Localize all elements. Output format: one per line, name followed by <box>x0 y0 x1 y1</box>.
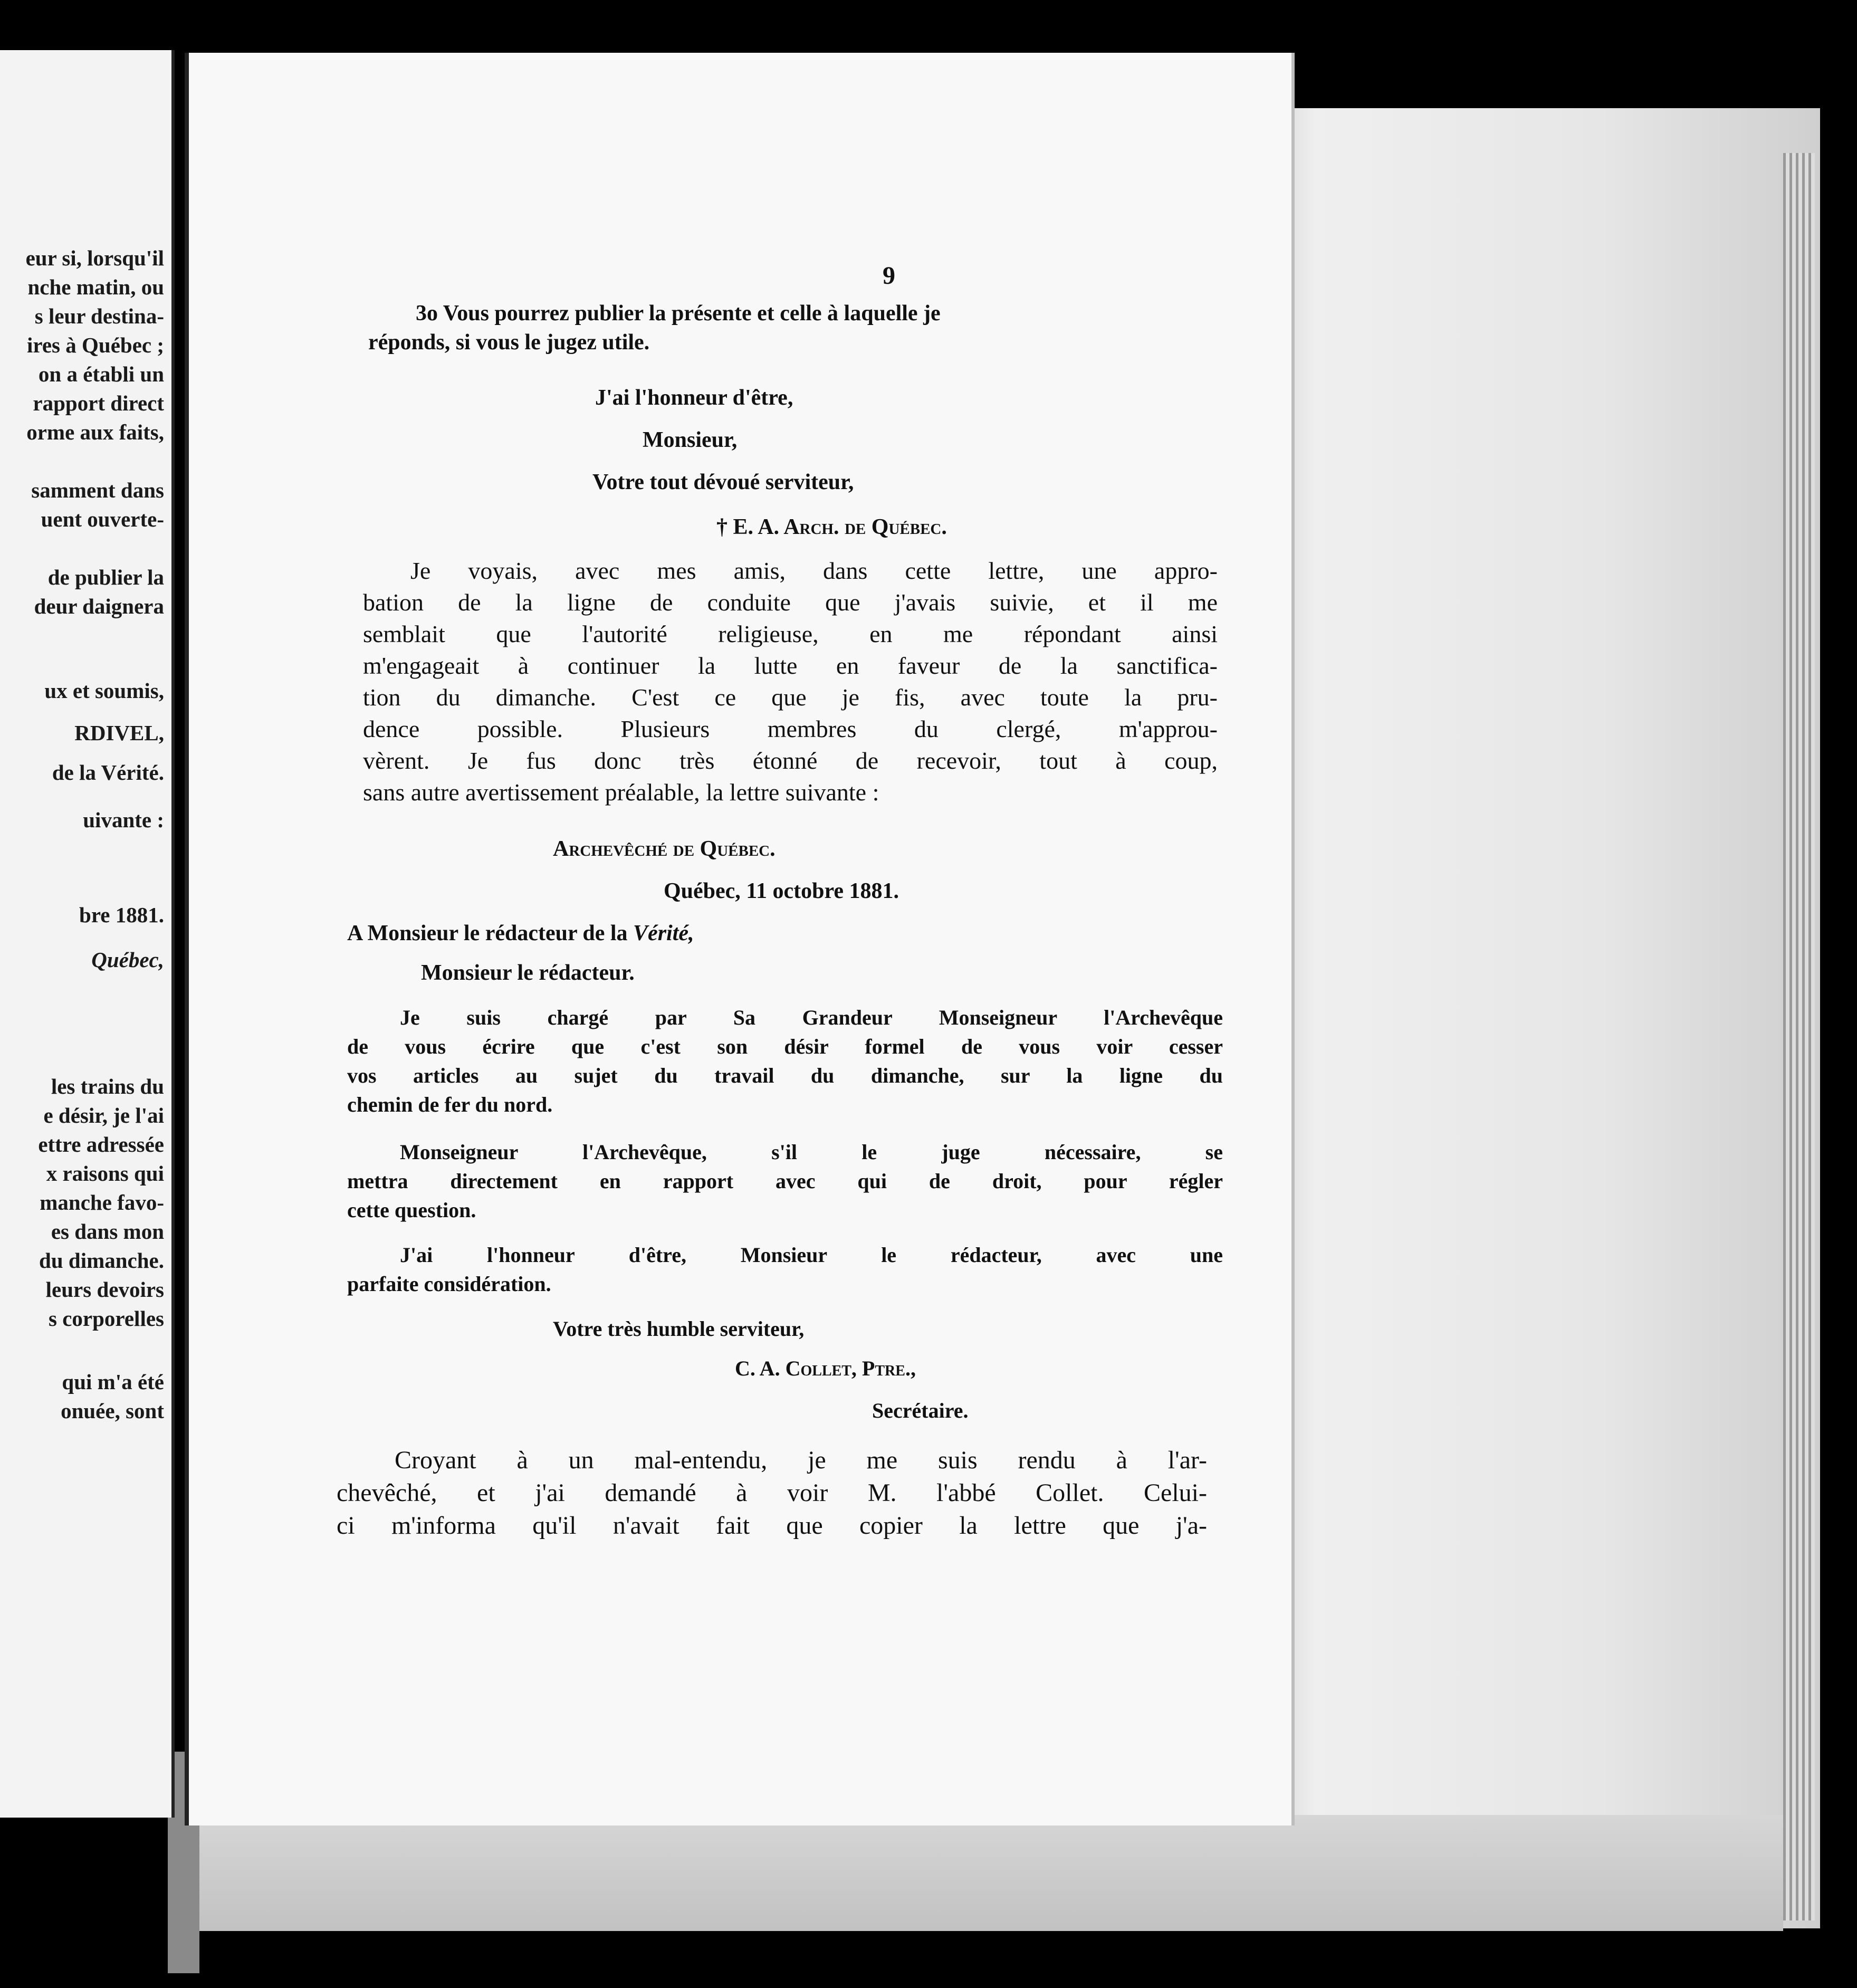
letter-line: mettra directement en rapport avec qui de droit, pour régler <box>347 1169 1223 1193</box>
body-line: 3o Vous pourrez publier la présente et celle à laquelle je <box>416 301 941 326</box>
letter-closing: Votre très humble serviteur, <box>553 1317 805 1341</box>
letter-line: parfaite considération. <box>347 1272 551 1296</box>
left-line: de publier la <box>47 565 164 589</box>
left-line: es dans mon <box>51 1219 164 1244</box>
left-line: leurs devoirs <box>45 1277 164 1302</box>
left-line: orme aux faits, <box>26 420 164 444</box>
body-line: ci m'informa qu'il n'avait fait que copier la lettre que j'a- <box>337 1512 1207 1540</box>
letter-heading: Archevêché de Québec. <box>553 837 776 861</box>
letter-line: de vous écrire que c'est son désir formel de vous voir cesser <box>347 1035 1223 1058</box>
left-line: rapport direct <box>33 391 164 415</box>
body-line: Croyant à un mal-entendu, je me suis rendu à l'ar- <box>395 1446 1207 1474</box>
body-line: sans autre avertissement préalable, la lettre suivante : <box>363 779 879 806</box>
signature-archbishop: † E. A. Arch. de Québec. <box>716 515 947 539</box>
left-line: on a établi un <box>38 362 164 386</box>
letter-line: J'ai l'honneur d'être, Monsieur le rédacteur, avec une <box>400 1243 1223 1267</box>
left-line: du dimanche. <box>39 1248 164 1273</box>
letter-address: A Monsieur le rédacteur de la Vérité, <box>347 921 694 945</box>
body-line: vèrent. Je fus donc très étonné de recevoir, tout à coup, <box>363 747 1218 774</box>
letter-line: vos articles au sujet du travail du dimanche, sur la ligne du <box>347 1064 1223 1087</box>
left-line: samment dans <box>31 478 164 502</box>
left-line: e désir, je l'ai <box>43 1103 164 1127</box>
page-number: 9 <box>883 262 895 290</box>
closing-line: Monsieur, <box>643 428 738 452</box>
page-stack <box>1271 108 1820 1928</box>
body-line: chevêché, et j'ai demandé à voir M. l'abbé Collet. Celui- <box>337 1479 1207 1507</box>
page-bottom-edge <box>190 1815 1783 1931</box>
left-line: onuée, sont <box>61 1399 164 1423</box>
letter-line: Je suis chargé par Sa Grandeur Monseigneur l'Archevêque <box>400 1006 1223 1029</box>
page-stack-right-edge <box>1783 153 1815 1920</box>
body-line: m'engageait à continuer la lutte en faveur de la sanctifica- <box>363 652 1218 679</box>
letter-signature: C. A. Collet, Ptre., <box>735 1356 916 1380</box>
body-line: réponds, si vous le jugez utile. <box>368 330 650 355</box>
letter-line: Monseigneur l'Archevêque, s'il le juge nécessaire, se <box>400 1140 1223 1164</box>
left-line: uent ouverte- <box>41 507 164 531</box>
letter-date: Québec, 11 octobre 1881. <box>664 879 899 903</box>
document-page <box>185 53 1291 1825</box>
letter-line: chemin de fer du nord. <box>347 1093 553 1116</box>
letter-signature-title: Secrétaire. <box>872 1399 969 1422</box>
left-line: de la Vérité. <box>52 760 164 785</box>
left-line: manche favo- <box>40 1190 164 1215</box>
letter-line: cette question. <box>347 1198 476 1222</box>
left-line: eur si, lorsqu'il <box>25 246 164 270</box>
left-line: les trains du <box>51 1074 164 1098</box>
left-line: uivante : <box>83 808 164 832</box>
journal-name: Vérité, <box>633 921 694 945</box>
body-line: tion du dimanche. C'est ce que je fis, avec toute la pru- <box>363 684 1218 711</box>
left-line: ettre adressée <box>38 1132 164 1157</box>
body-line: dence possible. Plusieurs membres du clergé, m'approu- <box>363 715 1218 742</box>
letter-salutation: Monsieur le rédacteur. <box>421 961 635 985</box>
left-line: bre 1881. <box>79 903 164 927</box>
left-line: s corporelles <box>49 1306 164 1331</box>
left-line: ux et soumis, <box>44 678 164 703</box>
left-line: Québec, <box>91 948 164 972</box>
closing-line: J'ai l'honneur d'être, <box>595 386 793 410</box>
left-line: nche matin, ou <box>27 275 164 299</box>
body-line: semblait que l'autorité religieuse, en me répondant ainsi <box>363 620 1218 647</box>
left-page-fragment <box>0 50 175 1818</box>
left-line: deur daignera <box>34 594 164 618</box>
left-line: s leur destina- <box>34 304 164 328</box>
left-line: qui m'a été <box>62 1370 164 1394</box>
body-line: Je voyais, avec mes amis, dans cette lettre, une appro- <box>410 557 1218 584</box>
left-line: x raisons qui <box>46 1161 164 1186</box>
closing-line: Votre tout dévoué serviteur, <box>592 470 854 494</box>
body-line: bation de la ligne de conduite que j'avais suivie, et il me <box>363 589 1218 616</box>
left-line: ires à Québec ; <box>27 333 164 357</box>
left-line: RDIVEL, <box>74 721 164 745</box>
